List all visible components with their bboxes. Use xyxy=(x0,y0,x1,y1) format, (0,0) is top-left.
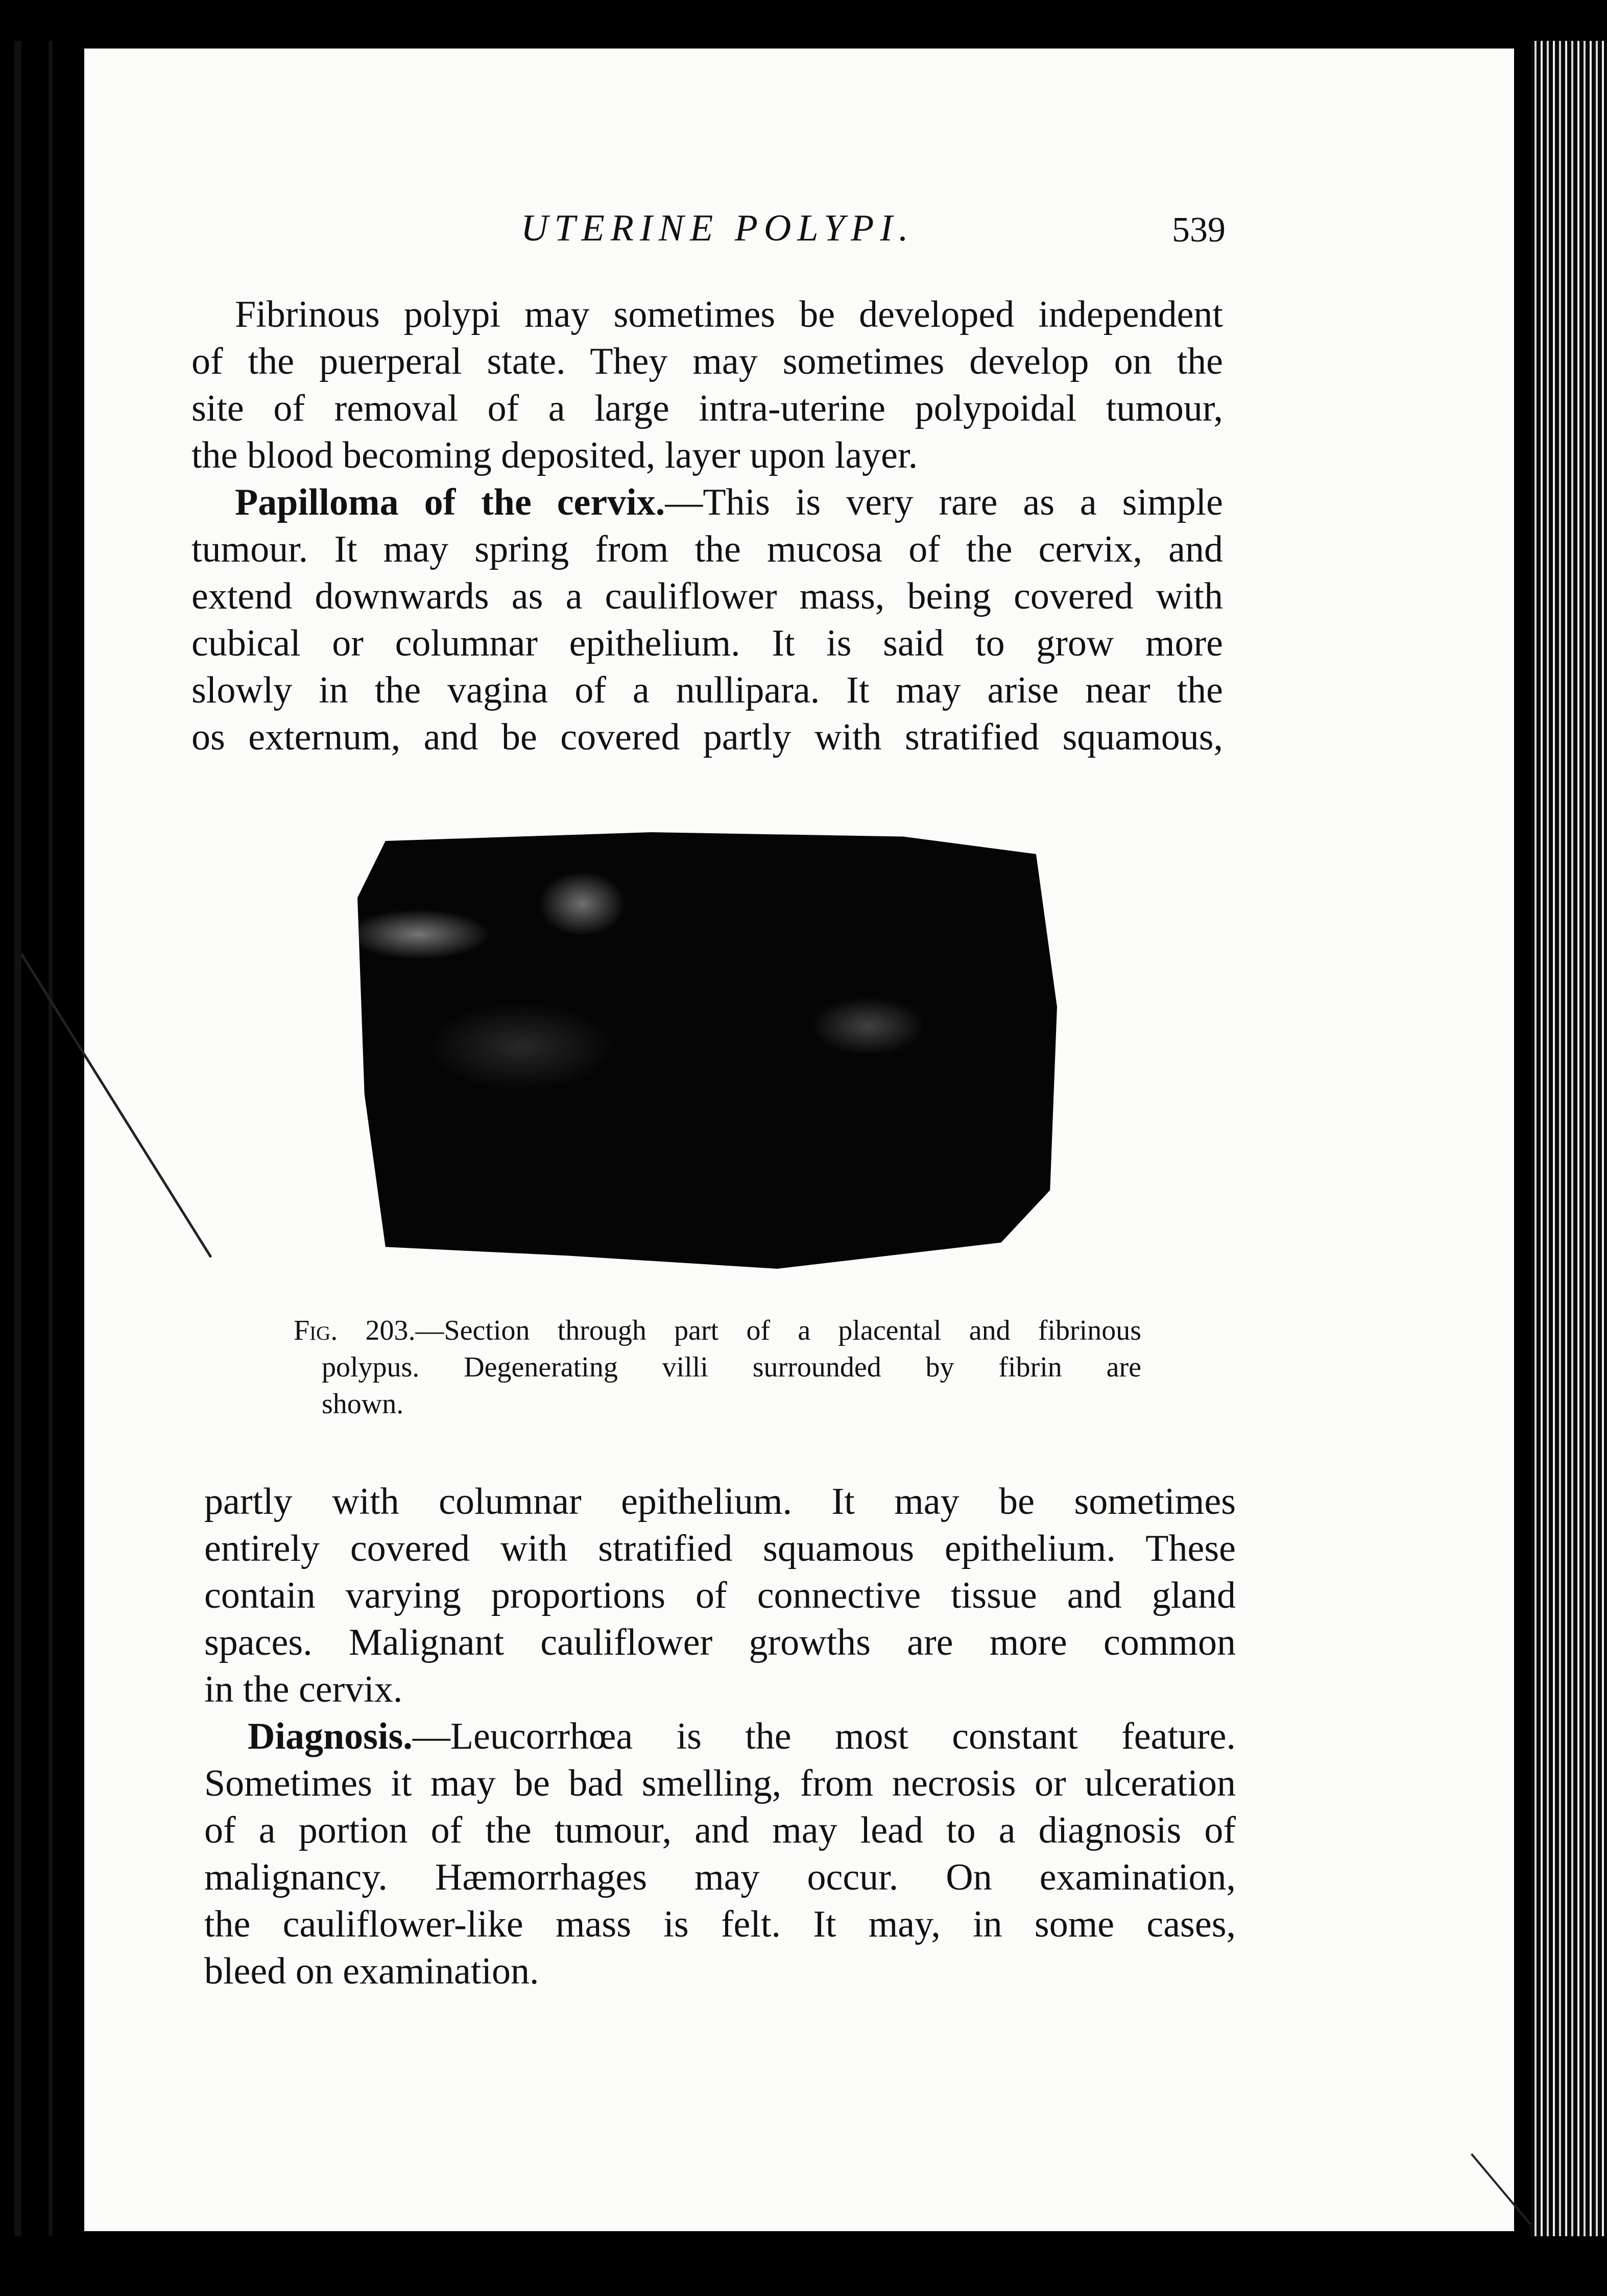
paragraph-line: spaces. Malignant cauliflower growths are more common xyxy=(204,1622,1236,1663)
scan-edge-left-inner xyxy=(49,41,53,2236)
paragraph-text: —This is very rare as a simple xyxy=(665,481,1223,523)
paragraph-line xyxy=(204,1713,1236,1760)
section-heading-diagnosis: Diagnosis. xyxy=(248,1715,413,1757)
paragraph-line: of the puerperal state. They may sometimes develop on the xyxy=(191,341,1223,382)
figure-caption xyxy=(294,1312,1141,1422)
paragraph-line: contain varying proportions of connective tissue and gland xyxy=(204,1575,1236,1616)
figure-203 xyxy=(357,832,1057,1269)
paragraph-text: —Leucorrhœa is the most constant feature. xyxy=(412,1715,1236,1757)
paragraph-line: slowly in the vagina of a nullipara. It may arise near the xyxy=(191,669,1223,711)
caption-line xyxy=(294,1312,1141,1349)
caption-line: polypus. Degenerating villi surrounded by fibrin are xyxy=(322,1351,1141,1383)
page-number: 539 xyxy=(1172,210,1226,250)
scan-edge-left xyxy=(14,41,21,2236)
page-header xyxy=(194,207,1226,253)
paragraph-line: os externum, and be covered partly with stratified squamous, xyxy=(191,716,1223,758)
figure-label: Fig. 203. xyxy=(294,1315,416,1346)
micrograph-image xyxy=(357,832,1057,1269)
paragraph-line: of a portion of the tumour, and may lead to a diagnosis of xyxy=(204,1809,1236,1851)
paragraph-line: the cauliflower-like mass is felt. It may, in some cases, xyxy=(204,1903,1236,1945)
paragraph-line: cubical or columnar epithelium. It is said to grow more xyxy=(191,622,1223,664)
paragraph-line: Sometimes it may be bad smelling, from necrosis or ulceration xyxy=(204,1762,1236,1804)
text-block-upper xyxy=(191,291,1223,761)
section-heading-papilloma: Papilloma of the cervix. xyxy=(235,481,665,523)
paragraph-line: site of removal of a large intra-uterine polypoidal tumour, xyxy=(191,388,1223,429)
running-head: UTERINE POLYPI. xyxy=(521,207,915,249)
caption-line: shown. xyxy=(322,1388,404,1420)
paragraph-line: malignancy. Hæmorrhages may occur. On examination, xyxy=(204,1856,1236,1898)
paragraph-line: tumour. It may spring from the mucosa of the cervix, and xyxy=(191,528,1223,570)
text-block-lower xyxy=(204,1478,1236,1995)
paragraph-line: extend downwards as a cauliflower mass, being covered with xyxy=(191,575,1223,617)
scan-edge-right xyxy=(1530,41,1607,2236)
paragraph-line: entirely covered with stratified squamous epithelium. These xyxy=(204,1528,1236,1569)
paragraph-line: Fibrinous polypi may sometimes be developed independent xyxy=(235,294,1223,335)
paragraph-line: the blood becoming deposited, layer upon layer. xyxy=(191,434,918,476)
paragraph-line: partly with columnar epithelium. It may be sometimes xyxy=(204,1481,1236,1522)
caption-text: —Section through part of a placental and fibrinous xyxy=(415,1315,1142,1346)
paragraph-line: in the cervix. xyxy=(204,1669,403,1710)
paragraph-line xyxy=(191,479,1223,526)
paragraph-line: bleed on examination. xyxy=(204,1950,539,1992)
